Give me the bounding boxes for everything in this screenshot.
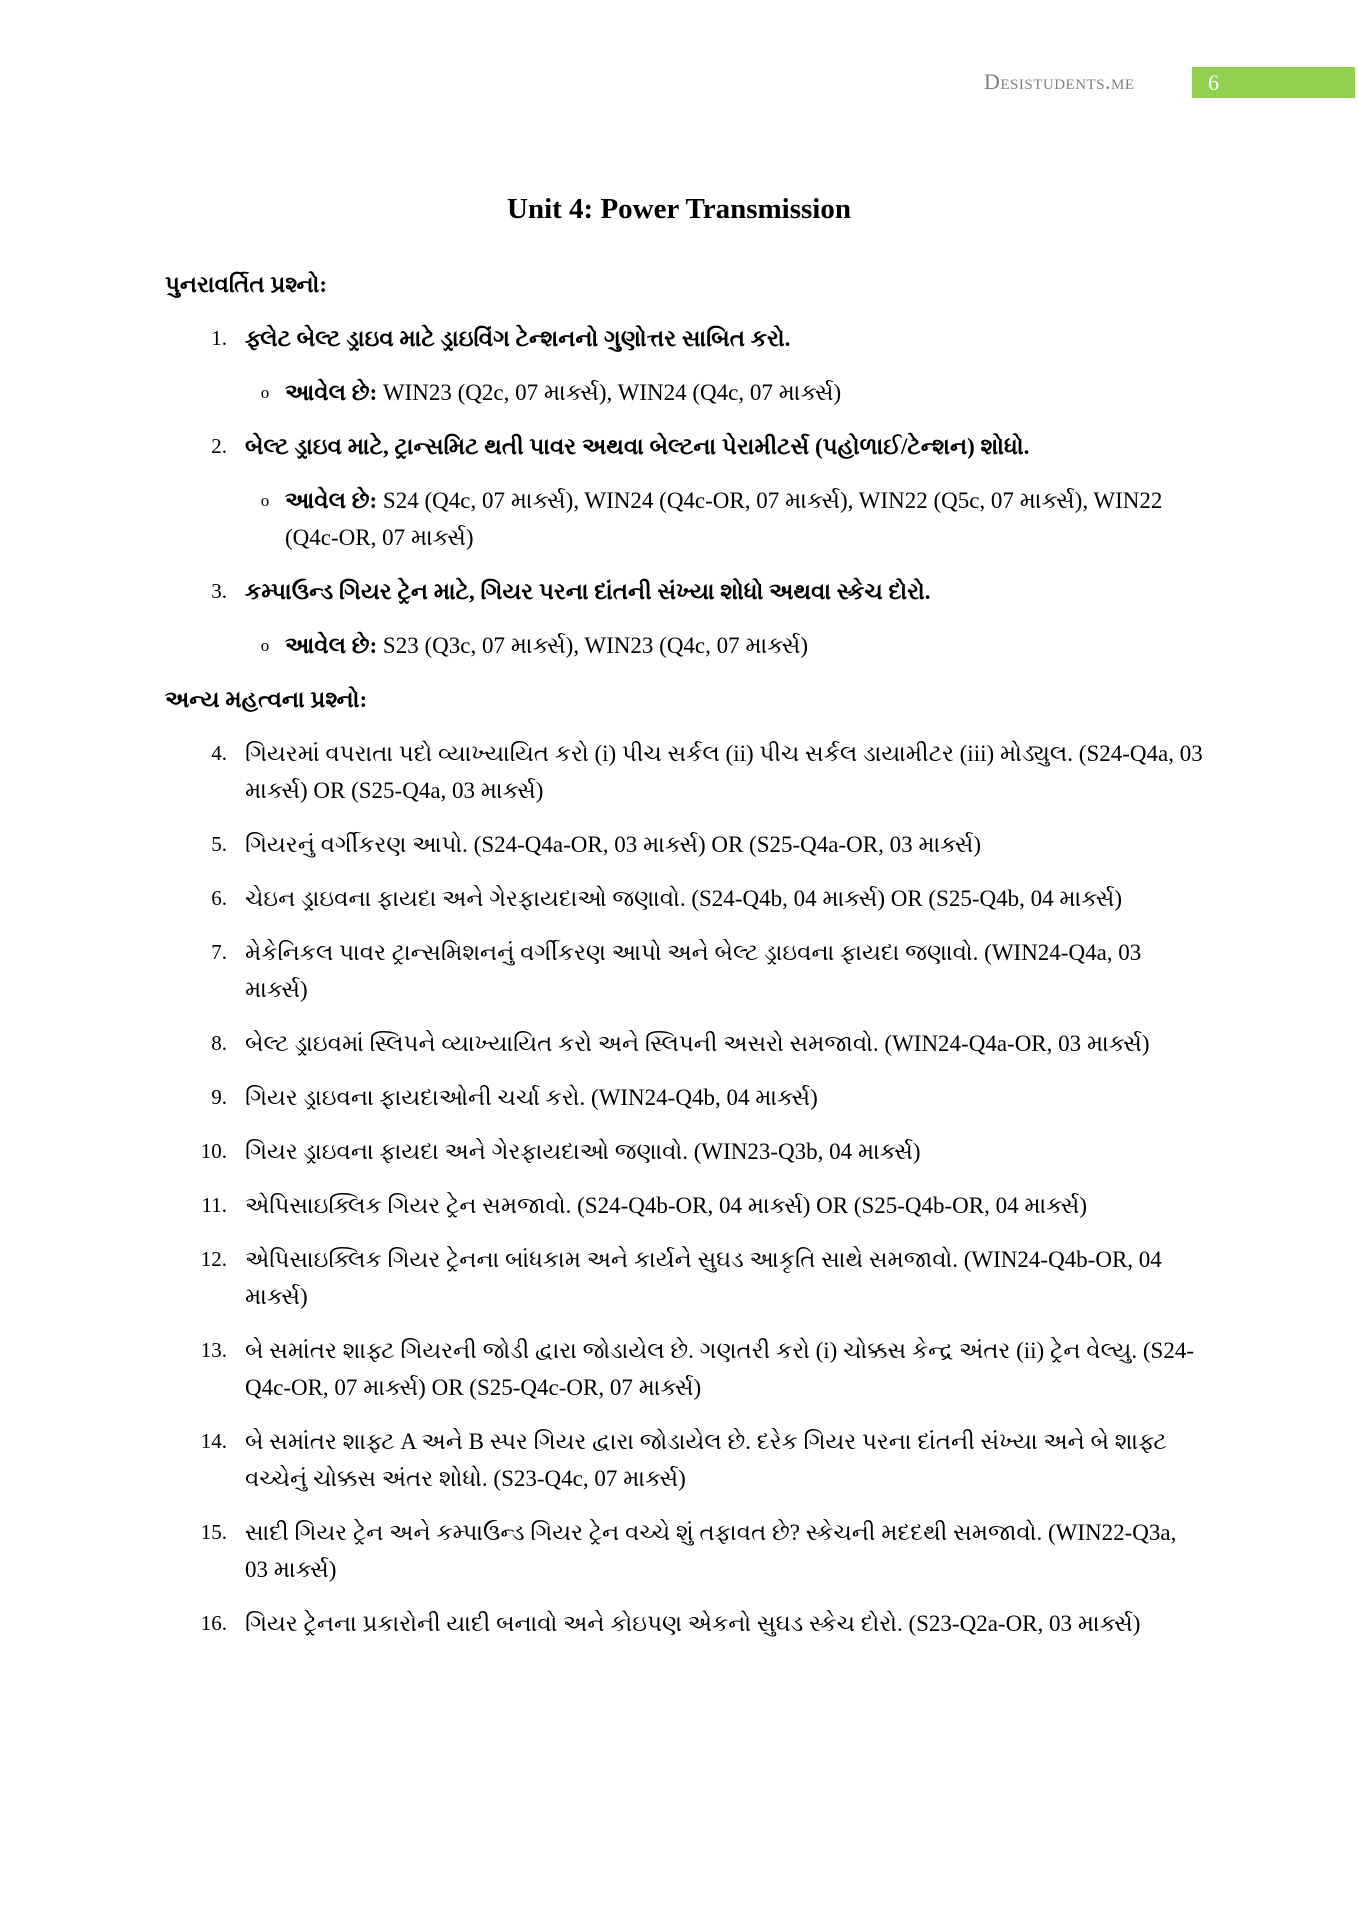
header-site-name: Desistudents.me	[984, 69, 1135, 94]
question-item	[165, 1187, 1205, 1224]
question-item	[165, 1133, 1205, 1170]
question-text: ગિયરનું વર્ગીકરણ આપો. (S24-Q4a-OR, 03 માર્ક્સ) OR (S25-Q4a-OR, 03 માર્ક્સ)	[245, 832, 981, 857]
appeared-exams: S23 (Q3c, 07 માર્ક્સ), WIN23 (Q4c, 07 માર્ક્સ)	[377, 633, 809, 658]
question-number: 10.	[200, 1139, 227, 1163]
bullet-circle-icon: o	[260, 383, 270, 402]
appeared-exams: WIN23 (Q2c, 07 માર્ક્સ), WIN24 (Q4c, 07 માર્ક્સ)	[377, 380, 842, 405]
appeared-label: આવેલ છે:	[285, 380, 378, 405]
question-text: ગિયર ટ્રેનના પ્રકારોની યાદી બનાવો અને કોઇપણ એકનો સુઘડ સ્કેચ દોરો. (S23-Q2a-OR, 03 માર્ક્સ)	[245, 1611, 1141, 1636]
question-text: બે સમાંતર શાફ્ટ A અને B સ્પર ગિયર દ્વારા જોડાયેલ છે. દરેક ગિયર પરના દાંતની સંખ્યા અને બે શાફ્ટ વચ્ચેનું ચોક્કસ અંતર શોધો. (S23-Q4c, 07 માર્ક્સ)	[245, 1429, 1167, 1491]
question-text: ચેઇન ડ્રાઇવના ફાયદા અને ગેરફાયદાઓ જણાવો. (S24-Q4b, 04 માર્ક્સ) OR (S25-Q4b, 04 માર્ક્સ)	[245, 886, 1123, 911]
question-item	[165, 428, 1205, 465]
question-item	[165, 735, 1205, 809]
page-title: Unit 4: Power Transmission	[507, 193, 851, 225]
question-number: 6.	[211, 886, 227, 910]
appeared-text	[285, 374, 1205, 411]
question-number: 11.	[201, 1193, 227, 1217]
appeared-label: આવેલ છે:	[285, 488, 378, 513]
question-text: એપિસાઇક્લિક ગિયર ટ્રેનના બાંધકામ અને કાર્યને સુઘડ આકૃતિ સાથે સમજાવો. (WIN24-Q4b-OR, 04 માર્ક્સ)	[245, 1247, 1162, 1309]
question-number: 4.	[211, 741, 227, 765]
appeared-text	[285, 627, 1205, 664]
question-item	[165, 1332, 1205, 1406]
section-heading-repeated: પુનરાવર્તિત પ્રશ્નો:	[165, 272, 328, 297]
question-text: બે સમાંતર શાફ્ટ ગિયરની જોડી દ્વારા જોડાયેલ છે. ગણતરી કરો (i) ચોક્કસ કેન્દ્ર અંતર (ii) ટ્રેન વેલ્યુ. (S24-Q4c-OR, 07 માર્ક્સ) OR (S25-Q4c-OR, 07 માર્ક્સ)	[245, 1338, 1194, 1400]
appeared-in-item	[245, 627, 1205, 664]
question-text: મેકેનિકલ પાવર ટ્રાન્સમિશનનું વર્ગીકરણ આપો અને બેલ્ટ ડ્રાઇવના ફાયદા જણાવો. (WIN24-Q4a, 03 માર્ક્સ)	[245, 940, 1142, 1002]
question-item	[165, 1605, 1205, 1642]
question-number: 13.	[200, 1338, 227, 1362]
question-text: ગિયરમાં વપરાતા પદો વ્યાખ્યાયિત કરો (i) પીચ સર્કલ (ii) પીચ સર્કલ ડાયામીટર (iii) મોડ્યુલ. (S24-Q4a, 03 માર્ક્સ) OR (S25-Q4a, 03 માર્ક્સ)	[245, 741, 1203, 803]
question-number: 3.	[211, 579, 227, 603]
question-number: 8.	[211, 1031, 227, 1055]
question-text: ગિયર ડ્રાઇવના ફાયદા અને ગેરફાયદાઓ જણાવો. (WIN23-Q3b, 04 માર્ક્સ)	[245, 1139, 921, 1164]
question-text: બેલ્ટ ડ્રાઇવમાં સ્લિપને વ્યાખ્યાયિત કરો અને સ્લિપની અસરો સમજાવો. (WIN24-Q4a-OR, 03 માર્ક્સ)	[245, 1031, 1150, 1056]
question-item	[165, 1241, 1205, 1315]
bullet-circle-icon: o	[260, 636, 270, 655]
question-number: 1.	[211, 326, 227, 350]
question-text: ગિયર ડ્રાઇવના ફાયદાઓની ચર્ચા કરો. (WIN24-Q4b, 04 માર્ક્સ)	[245, 1085, 818, 1110]
question-number: 7.	[211, 940, 227, 964]
bullet-circle-icon: o	[260, 491, 270, 510]
question-number: 5.	[211, 832, 227, 856]
question-text: બેલ્ટ ડ્રાઇવ માટે, ટ્રાન્સમિટ થતી પાવર અથવા બેલ્ટના પેરામીટર્સ (પહોળાઈ/ટેન્શન) શોધો.	[245, 434, 1030, 459]
question-item	[165, 1025, 1205, 1062]
question-number: 2.	[211, 434, 227, 458]
appeared-exams: S24 (Q4c, 07 માર્ક્સ), WIN24 (Q4c-OR, 07 માર્ક્સ), WIN22 (Q5c, 07 માર્ક્સ), WIN22 (Q4c-OR, 07 માર્ક્સ)	[285, 488, 1163, 550]
question-text: કમ્પાઉન્ડ ગિયર ટ્રેન માટે, ગિયર પરના દાંતની સંખ્યા શોધો અથવા સ્કેચ દોરો.	[245, 579, 931, 604]
question-number: 15.	[200, 1520, 227, 1544]
appeared-in-item	[245, 482, 1205, 556]
question-number: 9.	[211, 1085, 227, 1109]
question-item	[165, 934, 1205, 1008]
question-number: 12.	[200, 1247, 227, 1271]
question-item	[165, 573, 1205, 610]
question-text: ફ્લેટ બેલ્ટ ડ્રાઇવ માટે ડ્રાઇવિંગ ટેન્શનનો ગુણોત્તર સાબિત કરો.	[245, 326, 791, 351]
question-item	[165, 1514, 1205, 1588]
question-text: એપિસાઇક્લિક ગિયર ટ્રેન સમજાવો. (S24-Q4b-OR, 04 માર્ક્સ) OR (S25-Q4b-OR, 04 માર્ક્સ)	[245, 1193, 1088, 1218]
question-item	[165, 320, 1205, 357]
section-heading-other: અન્ય મહત્વના પ્રશ્નો:	[165, 687, 368, 712]
appeared-in-item	[245, 374, 1205, 411]
question-number: 16.	[200, 1611, 227, 1635]
question-item	[165, 880, 1205, 917]
question-item	[165, 1423, 1205, 1497]
question-text: સાદી ગિયર ટ્રેન અને કમ્પાઉન્ડ ગિયર ટ્રેન વચ્ચે શું તફાવત છે? સ્કેચની મદદથી સમજાવો. (WIN22-Q3a, 03 માર્ક્સ)	[245, 1520, 1177, 1582]
appeared-text	[285, 482, 1205, 556]
question-number: 14.	[200, 1429, 227, 1453]
page-number-badge: 6	[1192, 67, 1355, 98]
question-item	[165, 826, 1205, 863]
question-item	[165, 1079, 1205, 1116]
document-body	[165, 266, 1205, 1659]
appeared-label: આવેલ છે:	[285, 633, 378, 658]
